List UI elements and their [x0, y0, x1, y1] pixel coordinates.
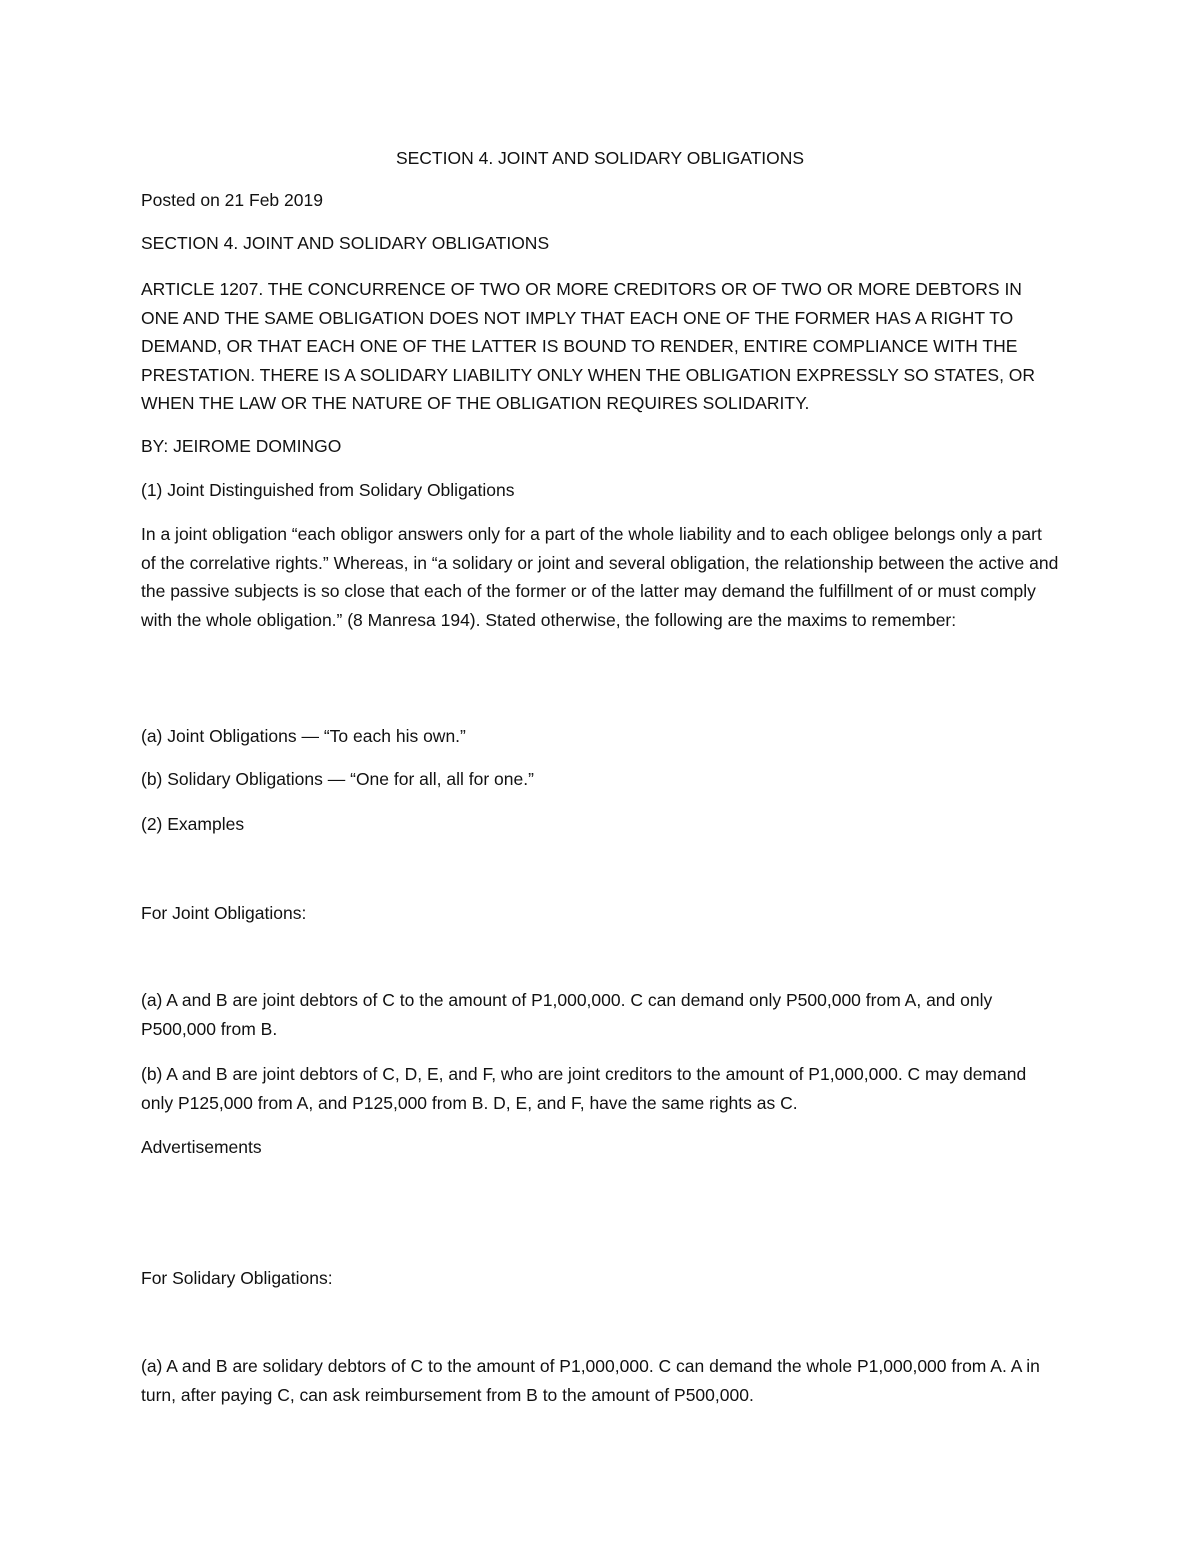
document-title: SECTION 4. JOINT AND SOLIDARY OBLIGATIONS — [395, 148, 805, 168]
author-line: BY: JEIROME DOMINGO — [141, 436, 342, 456]
subheading-joint-vs-solidary: (1) Joint Distinguished from Solidary Obligations — [141, 480, 515, 500]
article-text: ARTICLE 1207. THE CONCURRENCE OF TWO OR MORE CREDITORS OR OF TWO OR MORE DEBTORS IN ONE AND THE SAME OBLIGATION DOES NOT IMPLY THAT EACH ONE OF THE FORMER HAS A RIGHT TO DEMAND, OR THAT EACH ONE OF THE LATTER IS BOUND TO RENDER, ENTIRE COMPLIANCE WITH THE PRESTATION. THERE IS A SOLIDARY LIABILITY ONLY WHEN THE OBLIGATION EXPRESSLY SO STATES, OR WHEN THE LAW OR THE NATURE OF THE OBLIGATION REQUIRES SOLIDARITY. — [141, 279, 1036, 413]
maxim-joint: (a) Joint Obligations — “To each his own.” — [141, 726, 466, 746]
advertisements-label: Advertisements — [141, 1137, 262, 1157]
joint-example-a: (a) A and B are joint debtors of C to the amount of P1,000,000. C can demand only P500,000 from A, and only P500,000 from B. — [141, 990, 993, 1039]
subheading-examples: (2) Examples — [141, 814, 245, 834]
joint-obligations-heading: For Joint Obligations: — [141, 903, 307, 923]
solidary-example-a: (a) A and B are solidary debtors of C to the amount of P1,000,000. C can demand the whole P1,000,000 from A. A in turn, after paying C, can ask reimbursement from B to the amount of P500,000. — [141, 1356, 1040, 1405]
section-heading: SECTION 4. JOINT AND SOLIDARY OBLIGATIONS — [141, 233, 550, 253]
maxim-solidary: (b) Solidary Obligations — “One for all, all for one.” — [141, 769, 534, 789]
posted-date: Posted on 21 Feb 2019 — [141, 190, 323, 210]
joint-example-b: (b) A and B are joint debtors of C, D, E, and F, who are joint creditors to the amount of P1,000,000. C may demand only P125,000 from A, and P125,000 from B. D, E, and F, have the same rights as C. — [141, 1064, 1027, 1113]
paragraph-definitions: In a joint obligation “each obligor answers only for a part of the whole liability and to each obligee belongs only a part of the correlative rights.” Whereas, in “a solidary or joint and several obligation, the relationship between the active and the passive subjects is so close that each of the former or of the latter may demand the fulfillment of or must comply with the whole obligation.” (8 Manresa 194). Stated otherwise, the following are the maxims to remember: — [141, 524, 1059, 630]
solidary-obligations-heading: For Solidary Obligations: — [141, 1268, 333, 1288]
